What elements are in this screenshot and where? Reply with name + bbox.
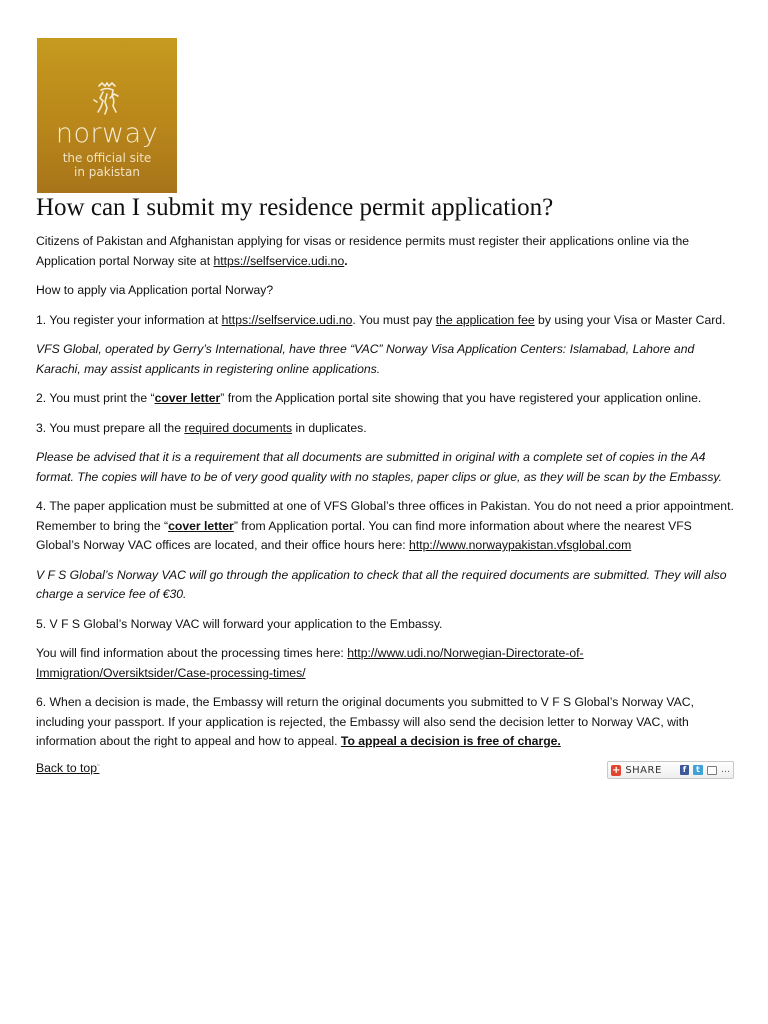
- more-icon[interactable]: …: [720, 765, 730, 775]
- step-4-paragraph: 4. The paper application must be submitted at one of VFS Global’s three offices in Pakistan. You do not need a prior appointment. Remember to bring the “cover letter” from Application portal. You can find more information about where the nearest VFS Global’s Norway VAC offices are located, and their office hours here: http://www.norwaypakistan.vfsglobal.com: [36, 499, 734, 552]
- article-body: [36, 232, 736, 762]
- vfs-note: VFS Global, operated by Gerry’s International, have three “VAC” Norway Visa Application Centers: Islamabad, Lahore and Karachi, may assist applicants in registering online applications.: [36, 342, 695, 376]
- norwegian-lion-icon: [91, 82, 123, 116]
- norway-logo[interactable]: [37, 38, 177, 193]
- share-label: SHARE: [625, 764, 662, 776]
- twitter-icon[interactable]: t: [693, 765, 702, 775]
- vfs-global-link[interactable]: http://www.norwaypakistan.vfsglobal.com: [409, 538, 632, 552]
- logo-wordmark: norway: [55, 118, 159, 149]
- facebook-icon[interactable]: f: [680, 765, 689, 775]
- appeal-link[interactable]: To appeal a decision is free of charge.: [340, 734, 561, 748]
- step-6-paragraph: 6. When a decision is made, the Embassy will return the original documents you submitted to V F S Global’s Norway VAC, including your passport. If your application is rejected, the Embassy will also send the decision letter to Norway VAC, with information about the right to appeal and how to appeal. To appeal a decision is free of charge.: [36, 695, 694, 748]
- page-title: How can I submit my residence permit application?: [36, 194, 554, 221]
- selfservice-link[interactable]: https://selfservice.udi.no: [213, 253, 345, 268]
- step-1-paragraph: 1. You register your information at https://selfservice.udi.no. You must pay the application fee by using your Visa or Master Card.: [36, 312, 726, 327]
- share-plus-icon: +: [611, 764, 621, 776]
- selfservice-link-2[interactable]: https://selfservice.udi.no: [221, 312, 353, 327]
- documents-note: Please be advised that it is a requirement that all documents are submitted in original with a complete set of copies in the A4 format. The copies will have to be of very good quality with no staples, paper clips or glue, as they will be scan by the Embassy.: [36, 450, 723, 484]
- how-to-apply-heading: How to apply via Application portal Norway?: [36, 283, 274, 297]
- share-button[interactable]: [607, 761, 734, 779]
- step-3-paragraph: 3. You must prepare all the required documents in duplicates.: [36, 420, 367, 435]
- step-5-paragraph: 5. V F S Global’s Norway VAC will forward your application to the Embassy.: [36, 616, 443, 631]
- logo-tagline-2: in pakistan: [74, 165, 140, 179]
- cover-letter-link-2[interactable]: cover letter: [168, 518, 234, 533]
- intro-paragraph: Citizens of Pakistan and Afghanistan applying for visas or residence permits must register their applications online via the Application portal Norway site at https://selfservice.udi.no.: [36, 234, 690, 268]
- processing-times-link[interactable]: http://www.udi.no/Norwegian-Directorate-of-Immigration/Oversiktsider/Case-processing-times/: [36, 646, 584, 680]
- application-fee-link[interactable]: the application fee: [435, 312, 535, 327]
- required-documents-link[interactable]: required documents: [184, 420, 293, 435]
- up-arrow-icon: ▫: [96, 761, 100, 769]
- email-icon[interactable]: [707, 766, 717, 775]
- step-2-paragraph: 2. You must print the “cover letter” from the Application portal site showing that you have registered your application online.: [36, 391, 702, 405]
- logo-tagline-1: the official site: [62, 151, 152, 165]
- cover-letter-link[interactable]: cover letter: [154, 391, 221, 405]
- processing-times-paragraph: You will find information about the processing times here: http://www.udi.no/Norwegian-Directorate-of-Immigration/Oversiktsider/Case-processing-times/: [36, 646, 584, 680]
- service-fee-note: V F S Global’s Norway VAC will go through the application to check that all the required documents are submitted. They will also charge a service fee of €30.: [36, 567, 727, 601]
- back-to-top-link[interactable]: Back to top▫: [36, 761, 100, 775]
